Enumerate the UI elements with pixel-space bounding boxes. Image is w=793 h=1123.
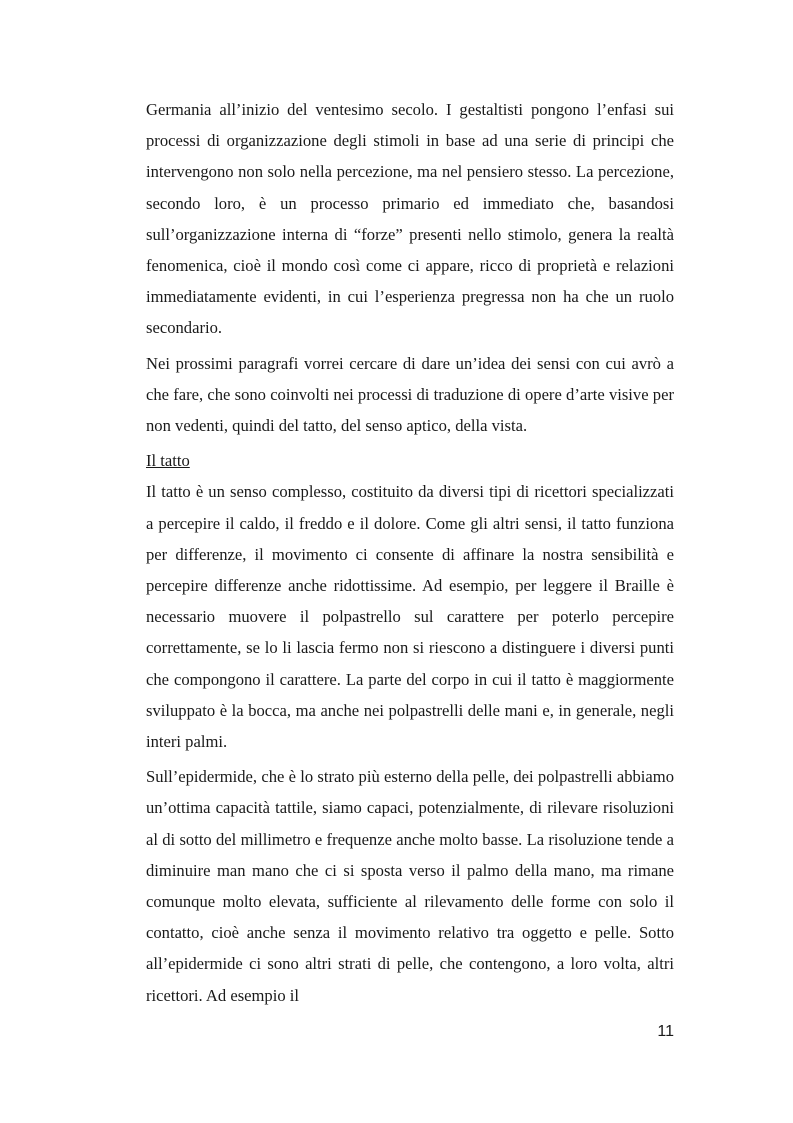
paragraph-epidermide: Sull’epidermide, che è lo strato più esterno della pelle, dei polpastrelli abbiamo un’ottima capacità tattile, siamo capaci, potenzialmente, di rilevare risoluzioni al di sotto del millimetro e frequenze anche molto basse. La risoluzione tende a diminuire man mano che ci si sposta verso il palmo della mano, ma rimane comunque molto elevata, sufficiente al rilevamento delle forme con solo il contatto, cioè anche senza il movimento relativo tra oggetto e pelle. Sotto all’epidermide ci sono altri strati di pelle, che contengono, a loro volta, altri ricettori. Ad esempio il [146, 767, 674, 1005]
paragraph-senses-intro: Nei prossimi paragrafi vorrei cercare di dare un’idea dei sensi con cui avrò a che fare, che sono coinvolti nei processi di traduzione di opere d’arte visive per non vedenti, quindi del tatto, del senso aptico, della vista. [146, 353, 674, 436]
page-body [146, 94, 674, 1011]
page-number: 11 [657, 1023, 674, 1040]
section-heading-tatto: Il tatto [146, 451, 190, 471]
paragraph-tatto-definition: Il tatto è un senso complesso, costituito da diversi tipi di ricettori specializzati a percepire il caldo, il freddo e il dolore. Come gli altri sensi, il tatto funziona per differenze, il movimento ci consente di affinare la nostra sensibilità e percepire differenze anche ridottissime. Ad esempio, per leggere il Braille è necessario muovere il polpastrello sul carattere per poterlo percepire correttamente, se lo li lascia fermo non si riescono a distinguere i diversi punti che compongono il carattere. La parte del corpo in cui il tatto è maggiormente sviluppato è la bocca, ma anche nei polpastrelli delle mani e, in generale, negli interi palmi. [146, 482, 674, 752]
paragraph-gestalt: Germania all’inizio del ventesimo secolo. I gestaltisti pongono l’enfasi sui processi di organizzazione degli stimoli in base ad una serie di principi che intervengono non solo nella percezione, ma nel pensiero stesso. La percezione, secondo loro, è un processo primario ed immediato che, basandosi sull’organizzazione interna di “forze” presenti nello stimolo, genera la realtà fenomenica, cioè il mondo così come ci appare, ricco di proprietà e relazioni immediatamente evidenti, in cui l’esperienza pregressa non ha che un ruolo secondario. [146, 100, 674, 338]
